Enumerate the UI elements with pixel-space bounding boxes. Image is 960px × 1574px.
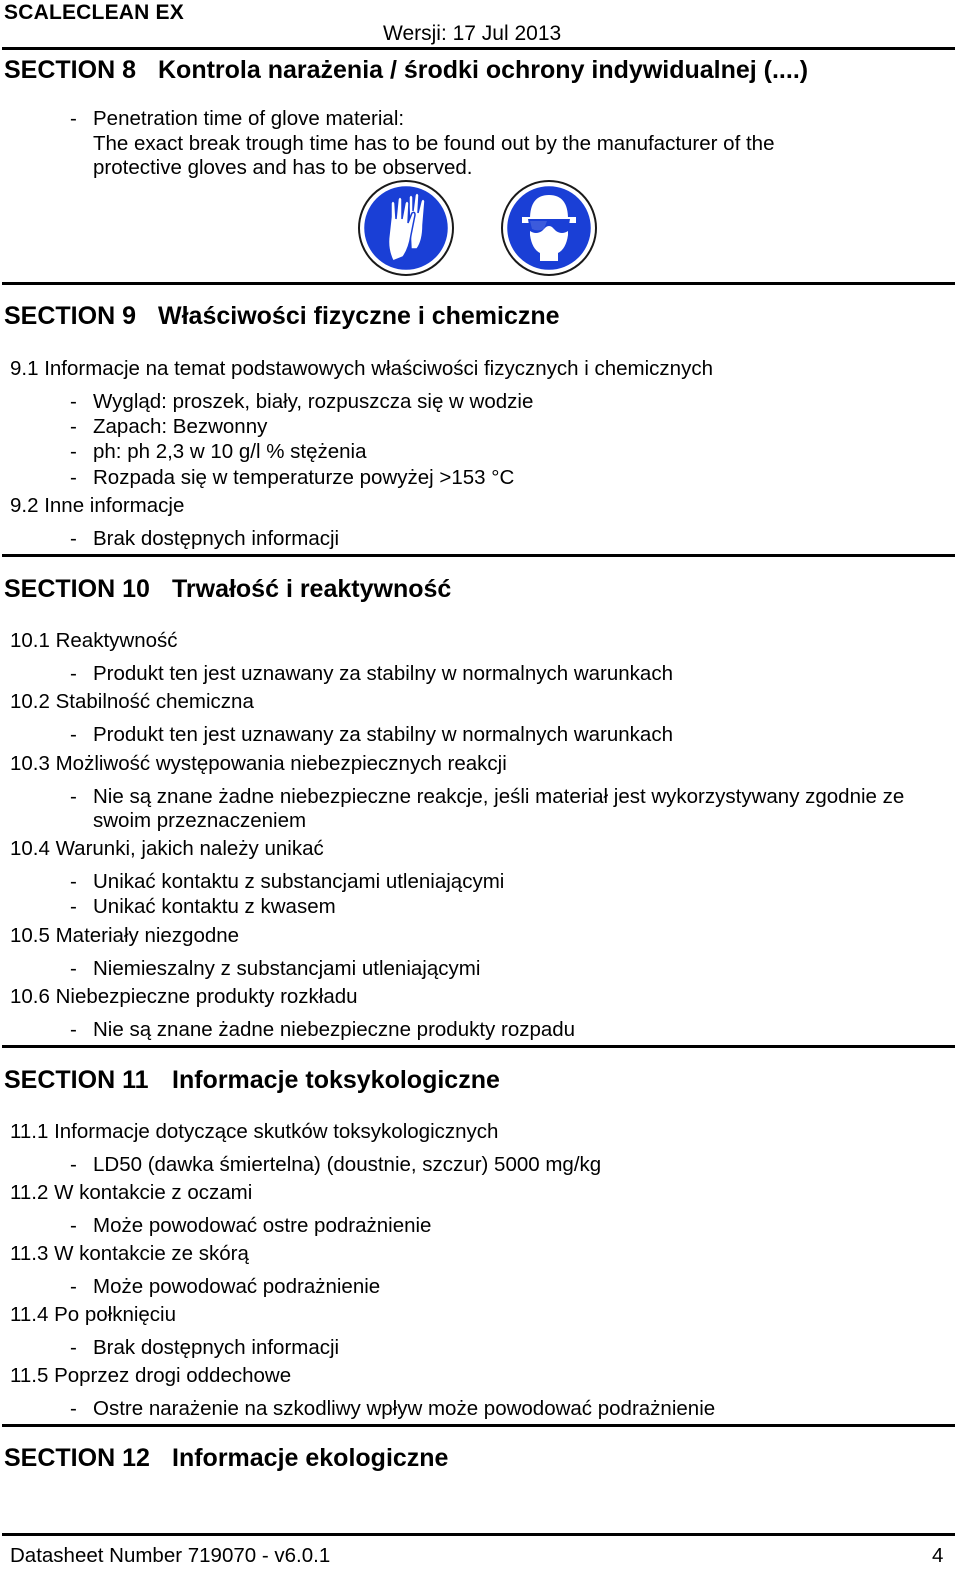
bullet-dash: - <box>70 415 77 438</box>
bullet-dash: - <box>70 1153 77 1176</box>
section-divider <box>2 282 955 285</box>
list-item: LD50 (dawka śmiertelna) (doustnie, szczur) 5000 mg/kg <box>93 1153 602 1176</box>
datasheet-number: Datasheet Number 719070 - v6.0.1 <box>10 1544 331 1567</box>
list-item: Ostre narażenie na szkodliwy wpływ może powodować podrażnienie <box>93 1397 716 1420</box>
list-item-continuation: protective gloves and has to be observed. <box>93 156 473 179</box>
bullet-dash: - <box>70 440 77 463</box>
subsection-title: 10.5 Materiały niezgodne <box>10 924 240 947</box>
section-10-title: Trwałość i reaktywność <box>172 575 452 603</box>
bullet-dash: - <box>70 662 77 685</box>
list-item: Produkt ten jest uznawany za stabilny w normalnych warunkach <box>93 662 673 685</box>
list-item-continuation: swoim przeznaczeniem <box>93 809 307 832</box>
subsection-title: 11.5 Poprzez drogi oddechowe <box>10 1364 292 1387</box>
subsection-title: 9.2 Inne informacje <box>10 494 185 517</box>
subsection-title: 10.6 Niebezpieczne produkty rozkładu <box>10 985 358 1008</box>
list-item: Niemieszalny z substancjami utleniającymi <box>93 957 481 980</box>
section-10-number: SECTION 10 <box>4 575 150 603</box>
section-8-title: Kontrola narażenia / środki ochrony indywidualnej (....) <box>158 56 809 84</box>
subsection-title: 11.3 W kontakcie ze skórą <box>10 1242 249 1265</box>
footer-divider <box>2 1533 955 1536</box>
list-item: Brak dostępnych informacji <box>93 1336 340 1359</box>
bullet-dash: - <box>70 1214 77 1237</box>
list-item: Zapach: Bezwonny <box>93 415 268 438</box>
section-11-number: SECTION 11 <box>4 1066 149 1094</box>
subsection-title: 11.4 Po połknięciu <box>10 1303 177 1326</box>
bullet-dash: - <box>70 466 77 489</box>
section-9-number: SECTION 9 <box>4 302 136 330</box>
bullet-dash: - <box>70 957 77 980</box>
section-divider <box>2 1045 955 1048</box>
subsection-title: 10.1 Reaktywność <box>10 629 178 652</box>
goggles-icon <box>500 179 598 277</box>
section-divider <box>2 1424 955 1427</box>
subsection-title: 11.1 Informacje dotyczące skutków toksykologicznych <box>10 1120 499 1143</box>
bullet-dash: - <box>70 1336 77 1359</box>
list-item-continuation: The exact break trough time has to be found out by the manufacturer of the <box>93 132 775 155</box>
list-item: Rozpada się w temperaturze powyżej >153 °C <box>93 466 515 489</box>
gloves-icon <box>357 179 455 277</box>
list-item: Nie są znane żadne niebezpieczne produkty rozpadu <box>93 1018 576 1041</box>
list-item: Penetration time of glove material: <box>93 107 405 130</box>
subsection-title: 10.2 Stabilność chemiczna <box>10 690 254 713</box>
list-item: Unikać kontaktu z substancjami utleniającymi <box>93 870 505 893</box>
list-item: Nie są znane żadne niebezpieczne reakcje, jeśli materiał jest wykorzystywany zgodnie ze <box>93 785 905 808</box>
document-brand: SCALECLEAN EX <box>4 1 184 24</box>
list-item: Może powodować podrażnienie <box>93 1275 381 1298</box>
bullet-dash: - <box>70 1275 77 1298</box>
bullet-dash: - <box>70 785 77 808</box>
list-item: Produkt ten jest uznawany za stabilny w normalnych warunkach <box>93 723 673 746</box>
header-divider <box>2 47 955 50</box>
bullet-dash: - <box>70 107 77 130</box>
section-divider <box>2 554 955 557</box>
bullet-dash: - <box>70 527 77 550</box>
subsection-title: 10.4 Warunki, jakich należy unikać <box>10 837 324 860</box>
bullet-dash: - <box>70 723 77 746</box>
list-item: Może powodować ostre podrażnienie <box>93 1214 432 1237</box>
list-item: Unikać kontaktu z kwasem <box>93 895 336 918</box>
subsection-title: 10.3 Możliwość występowania niebezpiecznych reakcji <box>10 752 507 775</box>
bullet-dash: - <box>70 895 77 918</box>
list-item: ph: ph 2,3 w 10 g/l % stężenia <box>93 440 367 463</box>
section-12-number: SECTION 12 <box>4 1444 150 1472</box>
list-item: Brak dostępnych informacji <box>93 527 340 550</box>
subsection-title: 9.1 Informacje na temat podstawowych właściwości fizycznych i chemicznych <box>10 357 713 380</box>
subsection-title: 11.2 W kontakcie z oczami <box>10 1181 253 1204</box>
section-11-title: Informacje toksykologiczne <box>172 1066 500 1094</box>
section-8-number: SECTION 8 <box>4 56 136 84</box>
bullet-dash: - <box>70 390 77 413</box>
list-item: Wygląd: proszek, biały, rozpuszcza się w wodzie <box>93 390 534 413</box>
section-12-title: Informacje ekologiczne <box>172 1444 449 1472</box>
page-number: 4 <box>932 1544 944 1567</box>
version-date: Wersji: 17 Jul 2013 <box>383 22 562 45</box>
section-9-title: Właściwości fizyczne i chemiczne <box>158 302 560 330</box>
bullet-dash: - <box>70 870 77 893</box>
bullet-dash: - <box>70 1397 77 1420</box>
bullet-dash: - <box>70 1018 77 1041</box>
